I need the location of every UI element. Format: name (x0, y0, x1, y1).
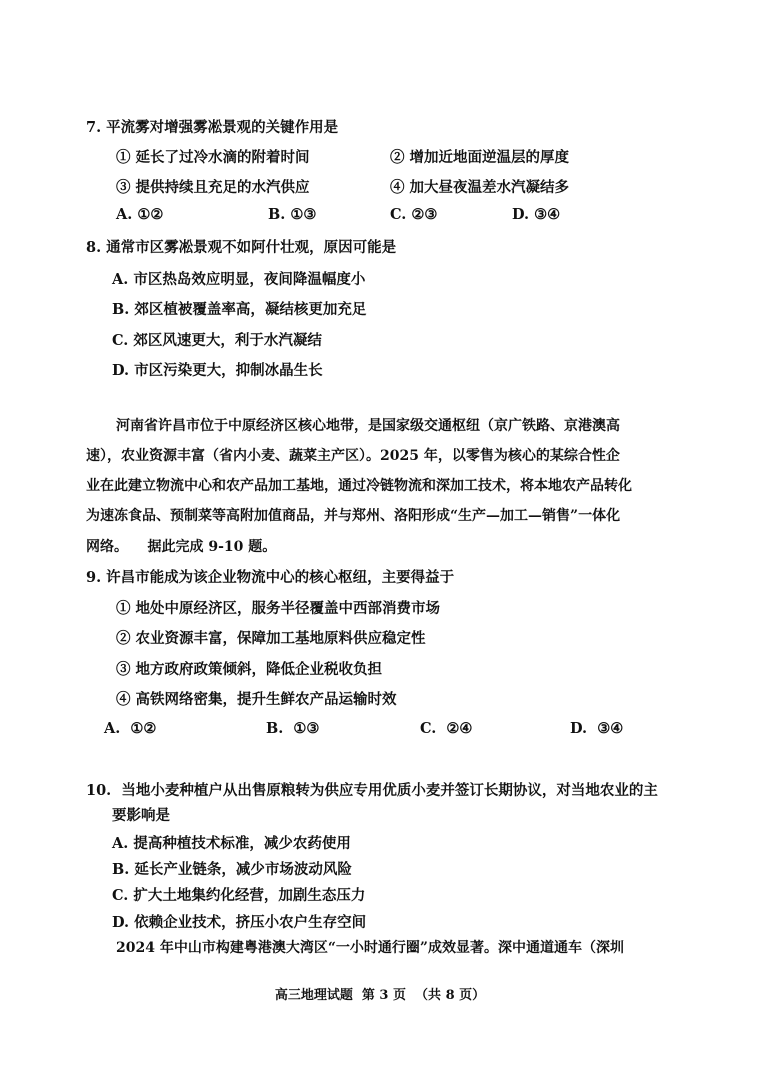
material-line-5: 网络。 据此完成 9-10 题。 (86, 539, 277, 555)
material-line-3: 业在此建立物流中心和农产品加工基地，通过冷链物流和深加工技术，将本地农产品转化 (86, 478, 632, 494)
q9-choice-c: C. ②④ (420, 720, 473, 737)
q9-choice-b: B. ①③ (266, 720, 320, 737)
next-material-line: 2024 年中山市构建粤港澳大湾区“一小时通行圈”成效显著。深中通道通车（深圳 (116, 940, 624, 956)
q7-choice-c: C. ②③ (390, 206, 438, 223)
q10-stem-line-2: 要影响是 (112, 807, 170, 824)
q9-item-2: ② 农业资源丰富，保障加工基地原料供应稳定性 (116, 630, 426, 647)
q7-choice-d: D. ③④ (512, 206, 561, 223)
q7-choice-b: B. ①③ (268, 206, 317, 223)
q8-option-c: C. 郊区风速更大，利于水汽凝结 (112, 332, 322, 349)
q7-stem: 7. 平流雾对增强雾凇景观的关键作用是 (86, 119, 339, 136)
q10-option-c: C. 扩大土地集约化经营，加剧生态压力 (112, 887, 366, 904)
q8-option-d: D. 市区污染更大，抑制冰晶生长 (112, 362, 323, 379)
q7-item-1: ① 延长了过冷水滴的附着时间 (116, 149, 310, 166)
q9-choice-a: A. ①② (104, 720, 157, 737)
q9-stem: 9. 许昌市能成为该企业物流中心的核心枢纽，主要得益于 (86, 569, 455, 586)
q7-choice-a: A. ①② (116, 206, 164, 223)
q8-option-b: B. 郊区植被覆盖率高，凝结核更加充足 (112, 301, 367, 318)
material-line-2: 速），农业资源丰富（省内小麦、蔬菜主产区）。2025 年，以零售为核心的某综合性企 (86, 448, 620, 464)
q9-item-3: ③ 地方政府政策倾斜，降低企业税收负担 (116, 661, 383, 678)
q7-item-4: ④ 加大昼夜温差水汽凝结多 (390, 179, 570, 196)
material-line-1: 河南省许昌市位于中原经济区核心地带，是国家级交通枢纽（京广铁路、京港澳高 (116, 418, 620, 434)
q8-option-a: A. 市区热岛效应明显，夜间降温幅度小 (112, 271, 366, 288)
q10-option-d: D. 依赖企业技术，挤压小农户生存空间 (112, 914, 367, 931)
q9-item-1: ① 地处中原经济区，服务半径覆盖中西部消费市场 (116, 600, 441, 617)
q8-stem: 8. 通常市区雾凇景观不如阿什壮观，原因可能是 (86, 239, 397, 256)
q7-item-2: ② 增加近地面逆温层的厚度 (390, 149, 570, 166)
material-line-4: 为速冻食品、预制菜等高附加值商品，并与郑州、洛阳形成“生产—加工—销售”一体化 (86, 508, 621, 524)
q9-item-4: ④ 高铁网络密集，提升生鲜农产品运输时效 (116, 691, 397, 708)
q9-choice-d: D. ③④ (570, 720, 624, 737)
q10-option-a: A. 提高种植技术标准，减少农药使用 (112, 835, 351, 852)
page-footer: 高三地理试题 第 3 页 （共 8 页） (274, 988, 486, 1003)
q10-option-b: B. 延长产业链条，减少市场波动风险 (112, 861, 352, 878)
q10-stem-line-1: 10. 当地小麦种植户从出售原粮转为供应专用优质小麦并签订长期协议，对当地农业的主 (86, 782, 658, 799)
q7-item-3: ③ 提供持续且充足的水汽供应 (116, 179, 310, 196)
